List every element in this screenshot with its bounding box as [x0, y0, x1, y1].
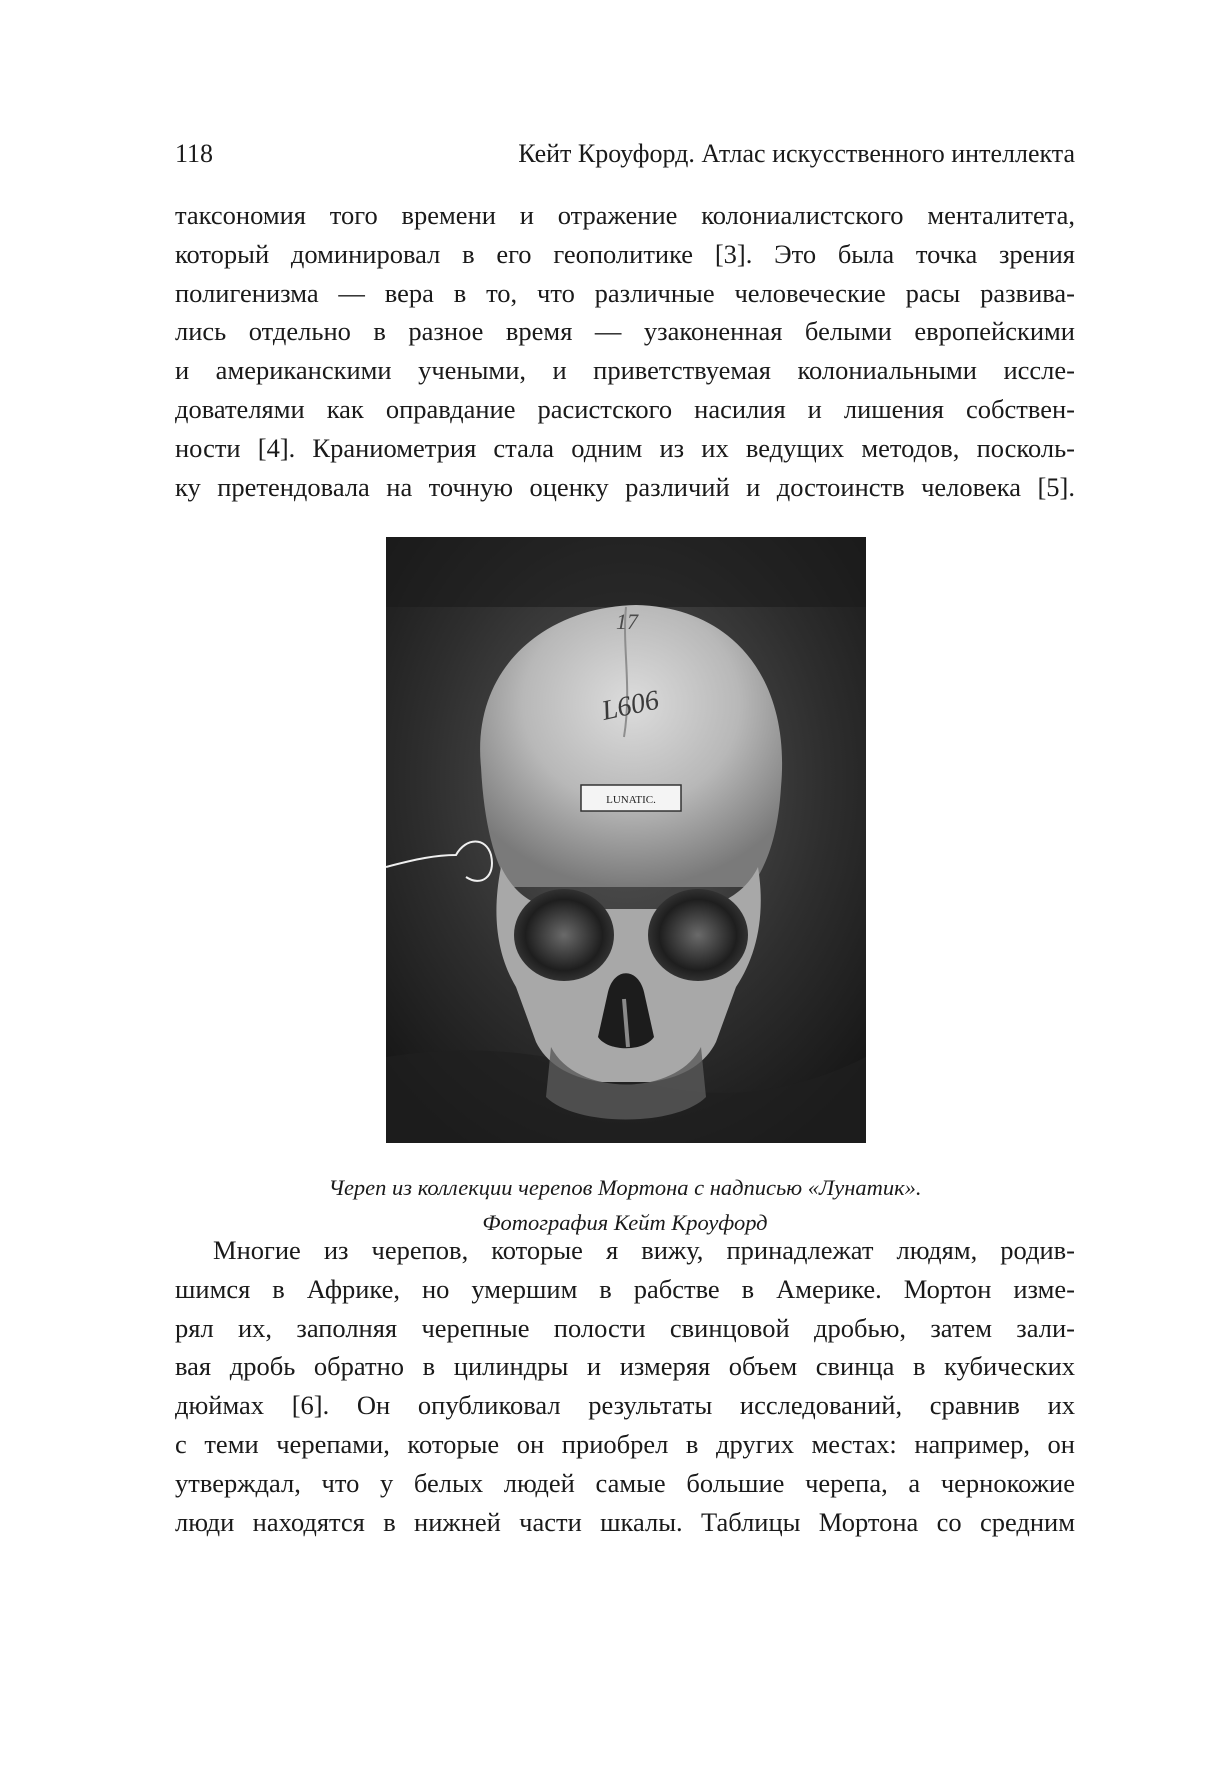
text-line: полигенизма — вера в то, что различные человеческие расы развива-: [175, 277, 1075, 308]
skull-photograph: [386, 537, 866, 1143]
skull-number-text: L606: [599, 684, 662, 727]
page-number: 118: [175, 139, 214, 168]
text-line: люди находятся в нижней части шкалы. Таблицы Мортона со средним: [175, 1506, 1075, 1537]
text-line: дюймах [6]. Он опубликовал результаты исследований, сравнив их: [175, 1390, 1075, 1421]
text-line: ности [4]. Краниометрия стала одним из их ведущих методов, посколь-: [175, 432, 1075, 463]
text-line: таксономия того времени и отражение колониалистского менталитета,: [175, 200, 1075, 230]
paragraph-1: [175, 196, 1075, 506]
running-head-title: Кейт Кроуфорд. Атлас искусственного интеллекта: [518, 139, 1075, 168]
skull-mark-text: 17: [616, 609, 638, 634]
text-line: вая дробь обратно в цилиндры и измеряя объем свинца в кубических: [175, 1351, 1075, 1382]
text-line: утверждал, что у белых людей самые большие черепа, а чернокожие: [175, 1467, 1075, 1498]
paragraph-2: [175, 1231, 1075, 1541]
skull-label-text: LUNATIC.: [606, 794, 656, 806]
text-line: ку претендовала на точную оценку различий и достоинств человека [5].: [175, 471, 1075, 502]
text-line: рял их, заполняя черепные полости свинцовой дробью, затем зали-: [175, 1312, 1075, 1343]
caption-line-1: Череп из коллекции черепов Мортона с надписью «Лунатик».: [328, 1175, 922, 1200]
text-line: который доминировал в его геополитике [3]. Это была точка зрения: [175, 238, 1075, 269]
skull-illustration: [386, 537, 866, 1143]
caption-line-2: Фотография Кейт Кроуфорд: [482, 1210, 768, 1235]
text-line: с теми черепами, которые он приобрел в других местах: например, он: [175, 1428, 1075, 1459]
text-line: шимся в Африке, но умершим в рабстве в Америке. Мортон изме-: [175, 1273, 1075, 1304]
figure-caption: [175, 1170, 1075, 1240]
text-line: Многие из черепов, которые я вижу, принадлежат людям, родив-: [213, 1235, 1075, 1265]
running-header: [175, 134, 1075, 174]
text-line: и американскими учеными, и приветствуемая колониальными иссле-: [175, 355, 1075, 386]
text-line: дователями как оправдание расистского насилия и лишения собствен-: [175, 393, 1075, 424]
text-line: лись отдельно в разное время — узаконенная белыми европейскими: [175, 316, 1075, 347]
